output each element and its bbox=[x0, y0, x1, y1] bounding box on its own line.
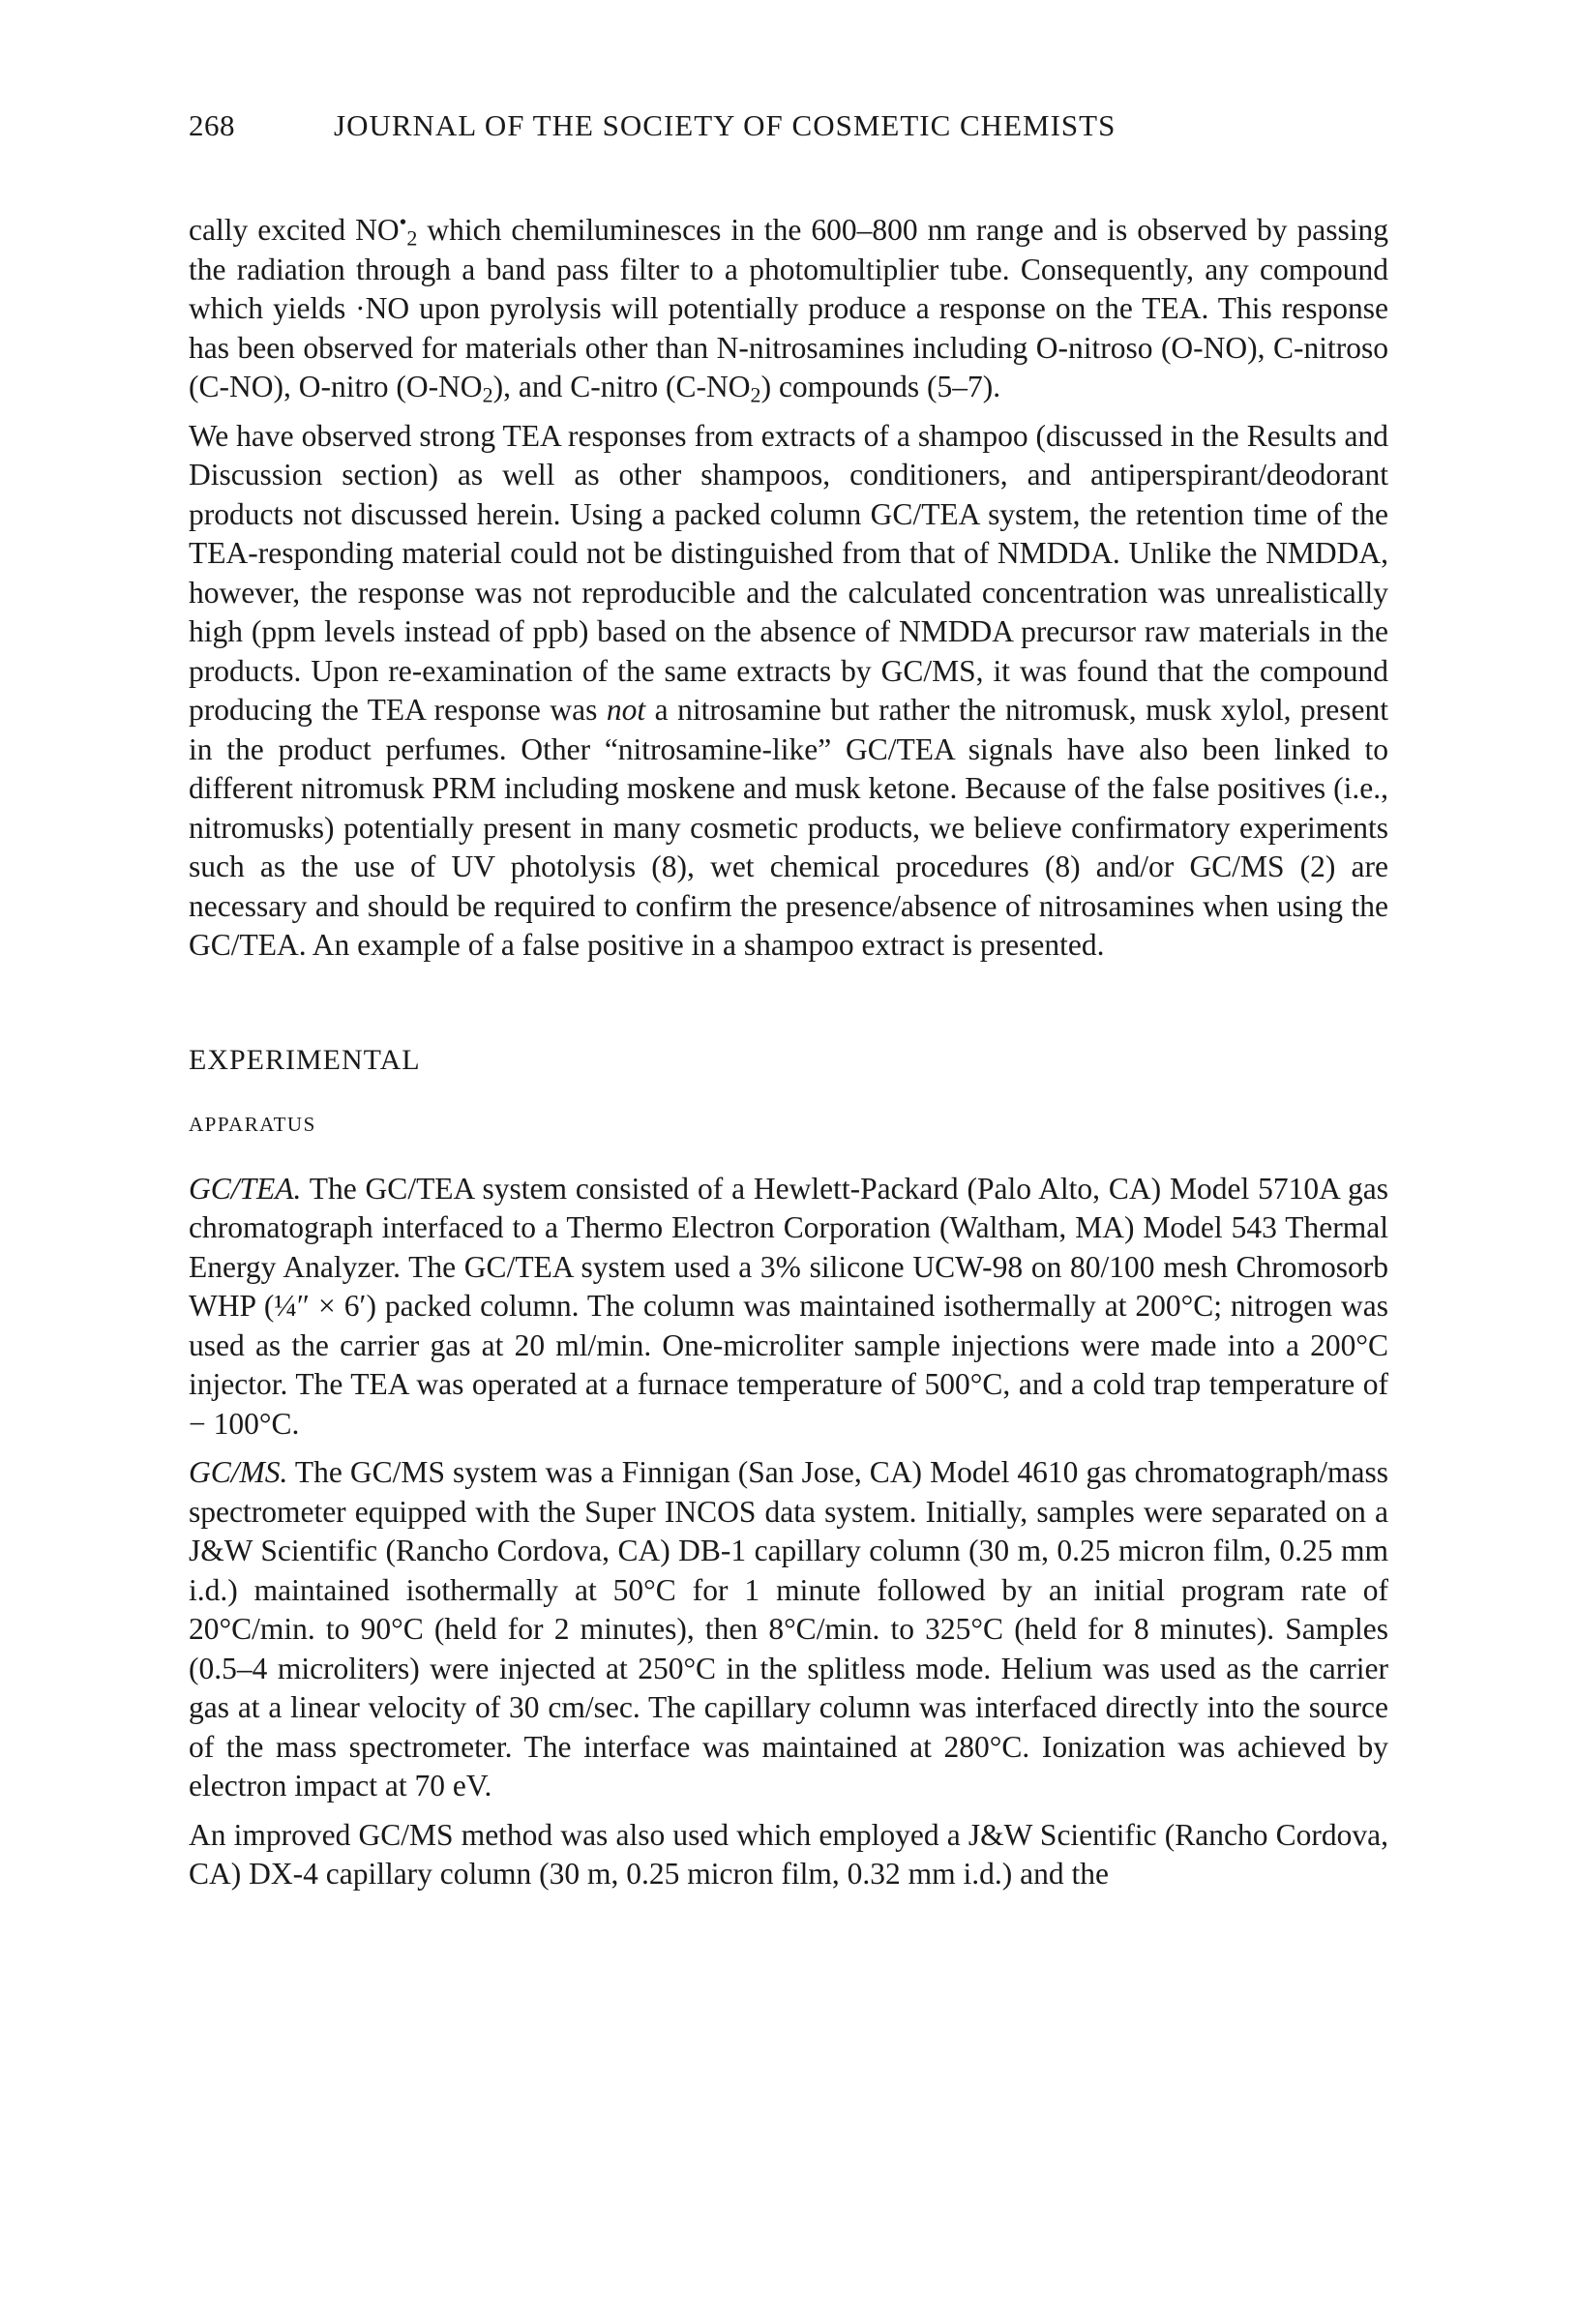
text-run: We have observed strong TEA responses from extracts of a shampoo (discussed in the Results and Discussion section) as well as other shampoos, conditioners, and antiperspirant/deodorant products not discussed herein. Using a packed column GC/TEA system, the retention time of the TEA-responding material could not be distinguished from that of NMDDA. Unlike the NMDDA, however, the response was not reproducible and the calculated concentration was unrealistically high (ppm levels instead of ppb) based on the absence of NMDDA precursor raw materials in the products. Upon re-examination of the same extracts by GC/MS, it was found that the compound producing the TEA response was bbox=[189, 418, 1388, 727]
text-run: cally excited NO bbox=[189, 213, 400, 247]
paragraph-improved-method: An improved GC/MS method was also used which employed a J&W Scientific (Rancho Cordova, CA) DX-4 capillary column (30 m, 0.25 micron film, 0.32 mm i.d.) and the bbox=[189, 1817, 1388, 1891]
radical-dot: • bbox=[399, 209, 407, 234]
paragraph-false-positives bbox=[189, 417, 1388, 966]
run-in-label: GC/TEA. bbox=[189, 1171, 302, 1206]
subscript: 2 bbox=[406, 225, 418, 251]
text-run: The GC/MS system was a Finnigan (San Jose, CA) Model 4610 gas chromatograph/mass spectrometer equipped with the Super INCOS data system. Initially, samples were separated on a J&W Scientific (Rancho Cordova, CA) DB-1 capillary column (30 m, 0.25 micron film, 0.25 mm i.d.) maintained isothermally at 50°C for 1 minute followed by an initial program rate of 20°C/min. to 90°C (held for 2 minutes), then 8°C/min. to 325°C (held for 8 minutes). Samples (0.5–4 microliters) were injected at 250°C in the splitless mode. Helium was used as the carrier gas at a linear velocity of 30 cm/sec. The capillary column was interfaced directly into the source of the mass spectrometer. The interface was maintained at 280°C. Ionization was achieved by electron impact at 70 eV. bbox=[189, 1455, 1388, 1803]
text-run: ) compounds (5–7). bbox=[760, 370, 1001, 403]
emphasis-not: not bbox=[606, 693, 646, 727]
subscript: 2 bbox=[750, 382, 761, 407]
text-run: which chemiluminesces in the 600–800 nm range and is observed by passing the radiation through a band pass filter to a photomultiplier tube. Consequently, any compound which yields ·NO upon pyrolysis will potentially produce a response on the TEA. This response has been observed for materials other than N-nitrosamines including O-nitroso (O-NO), C-nitroso (C-NO), O-nitro (O-NO bbox=[189, 213, 1388, 403]
journal-title: JOURNAL OF THE SOCIETY OF COSMETIC CHEMISTS bbox=[334, 108, 1117, 142]
paragraph-gc-tea bbox=[189, 1170, 1388, 1445]
text-run: a nitrosamine but rather the nitromusk, musk xylol, present in the product perfumes. Other “nitrosamine-like” GC/TEA signals have also been linked to different nitromusk PRM including moskene and musk ketone. Because of the false positives (i.e., nitromusks) potentially present in many cosmetic products, we believe confirmatory experiments such as the use of UV photolysis (8), wet chemical procedures (8) and/or GC/MS (2) are necessary and should be required to confirm the presence/absence of nitrosamines when using the GC/TEA. An example of a false positive in a shampoo extract is presented. bbox=[189, 693, 1389, 962]
text-run: ), and C-nitro (C-NO bbox=[492, 370, 751, 403]
subscript: 2 bbox=[482, 382, 493, 407]
section-heading: EXPERIMENTAL bbox=[189, 1043, 421, 1076]
subsection-heading: APPARATUS bbox=[189, 1113, 316, 1136]
paragraph-gc-ms bbox=[189, 1453, 1388, 1806]
paragraph-tea-response bbox=[189, 211, 1388, 407]
run-in-label: GC/MS. bbox=[189, 1455, 288, 1489]
running-header bbox=[189, 108, 1388, 143]
page-number: 268 bbox=[189, 108, 235, 142]
text-run: The GC/TEA system consisted of a Hewlett-Packard (Palo Alto, CA) Model 5710A gas chromatograph interfaced to a Thermo Electron Corporation (Waltham, MA) Model 543 Thermal Energy Analyzer. The GC/TEA system used a 3% silicone UCW-98 on 80/100 mesh Chromosorb WHP (¼″ × 6′) packed column. The column was maintained isothermally at 200°C; nitrogen was used as the carrier gas at 20 ml/min. One-microliter sample injections were made into a 200°C injector. The TEA was operated at a furnace temperature of 500°C, and a cold trap temperature of − 100°C. bbox=[189, 1171, 1388, 1441]
article-body bbox=[189, 211, 1388, 1904]
